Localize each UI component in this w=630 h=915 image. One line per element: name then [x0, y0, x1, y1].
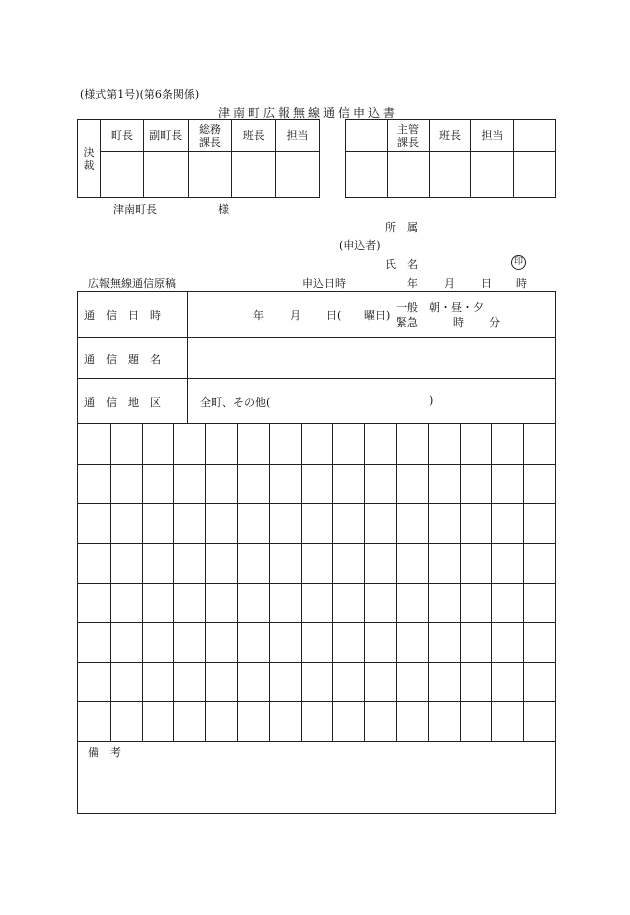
approval-stamp-cell[interactable]: [100, 152, 143, 198]
approval-stamp-cell[interactable]: [346, 152, 388, 198]
grid-row-line: [78, 622, 555, 623]
comm-type-general[interactable]: 一般: [396, 301, 418, 314]
remarks-label: 備 考: [88, 746, 121, 759]
application-month: 月: [444, 277, 455, 290]
comm-area-close: ): [429, 394, 434, 407]
approval-col-blank-end: [514, 120, 556, 152]
manuscript-label: 広報無線通信原稿: [88, 277, 176, 290]
approval-stamp-cell[interactable]: [471, 152, 514, 198]
approval-stamp-cell[interactable]: [429, 152, 471, 198]
approval-col-section-head-right: 班長: [429, 120, 471, 152]
comm-title-field[interactable]: [192, 341, 552, 375]
affiliation-label: 所 属: [385, 221, 418, 234]
grid-row-line: [78, 662, 555, 663]
manuscript-grid[interactable]: [77, 424, 556, 742]
approval-stamp-cell[interactable]: [387, 152, 429, 198]
approval-col-section-head: 班長: [232, 120, 276, 152]
application-datetime-label: 申込日時: [302, 277, 346, 290]
approval-col-staff-right: 担当: [471, 120, 514, 152]
grid-row-line: [78, 583, 555, 584]
approval-stamp-cell[interactable]: [143, 152, 188, 198]
approval-col-general-affairs-chief: 総務 課長: [188, 120, 232, 152]
approval-stamp-cell[interactable]: [514, 152, 556, 198]
info-row-divider: [77, 337, 556, 338]
info-column-divider: [187, 291, 188, 423]
approval-table-left: [77, 119, 320, 198]
approval-stamp-cell[interactable]: [232, 152, 276, 198]
form-title: 津南町広報無線通信申込書: [218, 106, 399, 120]
addressee-honorific: 様: [218, 203, 229, 216]
comm-datetime-label: 通 信 日 時: [84, 309, 161, 322]
approval-stamp-cell[interactable]: [276, 152, 320, 198]
applicant-label: (申込者): [339, 239, 381, 252]
comm-year[interactable]: 年: [253, 309, 264, 322]
comm-hour[interactable]: 時: [453, 316, 464, 329]
comm-month[interactable]: 月: [290, 309, 301, 322]
approval-col-blank: [346, 120, 388, 152]
application-hour: 時: [516, 277, 527, 290]
seal-mark-icon: 印: [511, 255, 526, 270]
approval-col-deputy-mayor: 副町長: [143, 120, 188, 152]
approval-col-managing-chief: 主管 課長: [387, 120, 429, 152]
approval-col-mayor: 町長: [100, 120, 143, 152]
grid-row-line: [78, 701, 555, 702]
name-label: 氏 名: [385, 258, 418, 271]
comm-minute[interactable]: 分: [489, 316, 500, 329]
info-row-divider: [77, 378, 556, 379]
remarks-box[interactable]: [77, 741, 556, 814]
approval-col-staff: 担当: [276, 120, 320, 152]
addressee-name: 津南町長: [113, 203, 157, 216]
comm-timeslots[interactable]: 朝・昼・夕: [429, 301, 484, 314]
comm-area-value[interactable]: 全町、その他(: [200, 396, 271, 409]
comm-type-urgent[interactable]: 緊急: [396, 316, 418, 329]
comm-weekday[interactable]: 曜日): [364, 309, 391, 322]
comm-day[interactable]: 日(: [326, 309, 342, 322]
grid-row-line: [78, 503, 555, 504]
grid-row-line: [78, 464, 555, 465]
approval-table-right: [345, 119, 556, 198]
approval-side-label: 決 裁: [78, 120, 101, 198]
approval-stamp-cell[interactable]: [188, 152, 232, 198]
comm-title-label: 通 信 題 名: [84, 353, 161, 366]
grid-row-line: [78, 543, 555, 544]
application-year: 年: [407, 277, 418, 290]
form-id: (様式第1号)(第6条関係): [80, 88, 200, 101]
comm-area-label: 通 信 地 区: [84, 396, 161, 409]
application-day: 日: [481, 277, 492, 290]
